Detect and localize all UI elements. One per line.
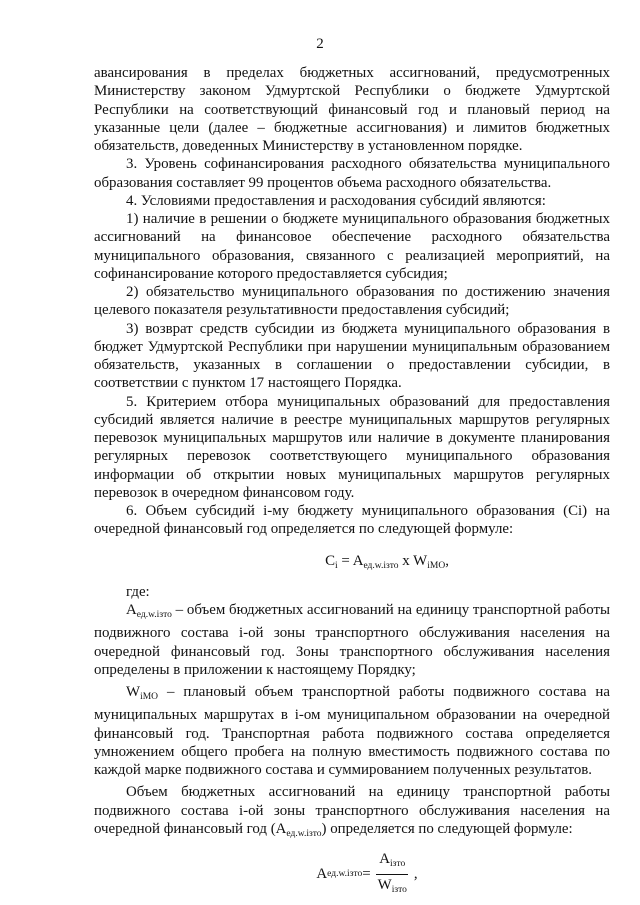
last-text: Объем бюджетных ассигнований на единицу транспортной работы подвижного состава i-ой зоны транспортного обслуживания населения на очередной финансовый год ( <box>94 784 610 837</box>
den-symbol: W <box>377 877 392 893</box>
def-a-symbol: A <box>126 602 137 618</box>
where-label: где: <box>126 583 150 600</box>
document-body <box>94 64 610 900</box>
frac-end: , <box>413 866 418 883</box>
last-tail: ) определяется по следующей формуле: <box>321 820 573 837</box>
last-sub: ед.w.iзто <box>286 828 322 839</box>
fraction-denominator <box>375 875 410 900</box>
def-w-text: – плановый объем транспортной работы подвижного состава на муниципальных маршрутах в i-ом муниципальном образовании на очередной финансовый год. Транспортная работа подвижного состава определяется умножением общего пробега на полную вместимость подвижного состава по каждой марке подвижного состава и суммированием полученных результатов. <box>94 684 610 778</box>
formula-times: x <box>398 552 414 569</box>
paragraph-5: 5. Критерием отбора муниципальных образований для предоставления субсидий является наличие в реестре муниципальных маршрутов регулярных перевозок муниципальных маршрутов или наличие в документе планирования регулярных перевозок соответствующего муниципального образования информации об открытии новых муниципальных маршрутов регулярных перевозок в очередном финансовом году. <box>94 393 610 501</box>
paragraph-4-item-3: 3) возврат средств субсидии из бюджета муниципального образования в бюджет Удмуртской Республики при нарушении муниципальным образованием обязательств, указанных в соглашении о предоставлении субсидии, в соответствии с пунктом 17 настоящего Порядка. <box>94 320 610 392</box>
formula-a-sub: ед.w.iзто <box>363 560 399 571</box>
def-a-sub: ед.w.iзто <box>136 610 172 620</box>
fraction-numerator <box>376 849 408 875</box>
paragraph-3: 3. Уровень софинансирования расходного обязательства муниципального образования составляет 99 процентов объема расходного обязательства. <box>94 156 610 191</box>
paragraph-intro: авансирования в пределах бюджетных ассигнований, предусмотренных Министерству законом Удмуртской Республики о бюджете Удмуртской Республики на соответствующий финансовый год и плановый период на указанные цели (далее – бюджетные ассигнования) и лимитов бюджетных обязательств, доведенных Министерству в установленном порядке. <box>94 65 610 154</box>
page-number: 2 <box>316 36 324 52</box>
den-sub: iзто <box>391 885 407 895</box>
paragraph-last <box>94 783 610 843</box>
formula-c: C <box>325 552 336 569</box>
formula-subsidy <box>94 552 610 575</box>
frac-lhs-sub: ед.w.iзто <box>327 869 363 880</box>
paragraph-4-item-1: 1) наличие в решении о бюджете муниципального образования бюджетных ассигнований на финансовое обеспечение расходного обязательства муниципального образования, связанного с реализацией мероприятий, на софинансирование которого предоставляется субсидия; <box>94 211 610 282</box>
fraction <box>375 849 410 900</box>
formula-w: W <box>413 552 428 569</box>
paragraph-6: 6. Объем субсидий i-му бюджету муниципального образования (Ci) на очередной финансовый год определяется по следующей формуле: <box>94 503 610 538</box>
num-symbol: A <box>379 851 391 867</box>
def-w-symbol: W <box>126 684 141 700</box>
paragraph-4: 4. Условиями предоставления и расходования субсидий являются: <box>126 192 546 209</box>
last-symbol: A <box>275 820 287 837</box>
formula-unit-budget <box>94 849 610 900</box>
paragraph-4-item-2: 2) обязательство муниципального образования по достижению значения целевого показателя результативности предоставления субсидий; <box>94 284 610 319</box>
def-w-sub: iMO <box>140 692 159 702</box>
formula-a: A <box>352 552 364 569</box>
formula-eq: = <box>337 552 353 569</box>
formula-w-sub: iMO <box>427 560 446 571</box>
frac-lhs: A <box>316 866 328 883</box>
frac-eq: = <box>362 866 371 883</box>
definition-w <box>94 683 610 779</box>
definition-a <box>94 601 610 679</box>
def-a-text: – объем бюджетных ассигнований на единицу транспортной работы подвижного состава i-ой зоны транспортного обслуживания населения на очередной финансовый год. Зоны транспортного обслуживания населения определены в приложении к настоящему Порядку; <box>94 602 610 678</box>
formula-end: , <box>445 552 449 569</box>
formula-c-sub: i <box>335 560 338 571</box>
num-sub: iзто <box>390 859 406 869</box>
